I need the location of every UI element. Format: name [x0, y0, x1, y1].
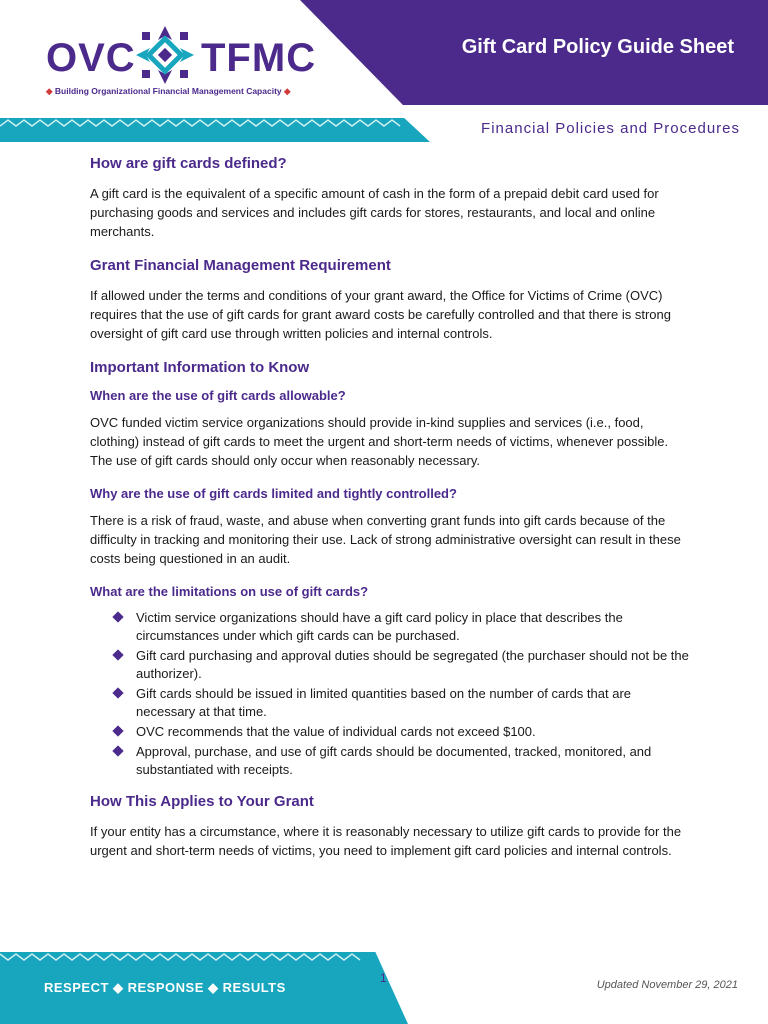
star-emblem-icon: [134, 24, 196, 86]
diamond-bullet-icon: [112, 649, 123, 660]
list-item-text: OVC recommends that the value of individual cards not exceed $100.: [136, 724, 536, 739]
diamond-icon: ◆: [284, 86, 291, 96]
list-item: [110, 647, 690, 683]
section-paragraph: A gift card is the equivalent of a specific amount of cash in the form of a prepaid debit card used for purchasing goods and services and includes gift cards for stores, restaurants, and local and online merchants.: [90, 186, 659, 239]
tagline-text: Building Organizational Financial Management Capacity: [54, 86, 282, 96]
diamond-bullet-icon: [112, 611, 123, 622]
logo-tagline: [46, 86, 291, 97]
section-paragraph: If your entity has a circumstance, where it is reasonably necessary to utilize gift cards to provide for the urgent and short-term needs of victims, you need to implement gift card policies and internal controls.: [90, 824, 682, 858]
question-heading: Why are the use of gift cards limited and tightly controlled?: [90, 486, 457, 501]
section-heading: Grant Financial Management Requirement: [90, 257, 391, 274]
zigzag-pattern-icon: [0, 952, 408, 962]
answer-paragraph: OVC funded victim service organizations should provide in-kind supplies and services (i.e., food, clothing) instead of gift cards to meet the urgent and short-term needs of victims, whenever possible. The use of gift cards should only occur when reasonably necessary.: [90, 415, 669, 468]
diamond-bullet-icon: [112, 725, 123, 736]
limitations-list: [110, 609, 690, 779]
list-item-text: Gift cards should be issued in limited quantities based on the number of cards that are necessary at that time.: [136, 686, 632, 719]
list-item: [110, 743, 690, 779]
section-heading: Important Information to Know: [90, 359, 310, 376]
page-number: 1: [380, 971, 387, 985]
section-heading: How This Applies to Your Grant: [90, 793, 314, 810]
diamond-bullet-icon: [112, 687, 123, 698]
logo-tfmc-text: TFMC: [201, 36, 317, 80]
teal-header-stripe: [0, 118, 430, 142]
header-subtitle: Financial Policies and Procedures: [481, 120, 740, 137]
answer-paragraph: There is a risk of fraud, waste, and abuse when converting grant funds into gift cards because of the difficulty in tracking and monitoring their use. Lack of strong administrative oversight can result in these costs being questioned in an audit.: [90, 513, 681, 566]
list-item-text: Approval, purchase, and use of gift cards should be documented, tracked, monitored, and substantiated with receipts.: [136, 744, 652, 777]
list-item: [110, 723, 690, 741]
list-item-text: Victim service organizations should have a gift card policy in place that describes the circumstances under which gift cards can be purchased.: [136, 610, 623, 643]
logo-ovc-text: OVC: [46, 36, 136, 80]
zigzag-pattern-icon: [0, 118, 430, 128]
list-item: [110, 685, 690, 721]
footer-motto: RESPECT ◆ RESPONSE ◆ RESULTS: [44, 980, 286, 995]
section-heading: How are gift cards defined?: [90, 155, 287, 172]
question-heading: What are the limitations on use of gift cards?: [90, 584, 369, 599]
diamond-icon: ◆: [46, 86, 53, 96]
list-item-text: Gift card purchasing and approval duties should be segregated (the purchaser should not be the authorizer).: [136, 648, 689, 681]
updated-date: Updated November 29, 2021: [596, 979, 738, 991]
question-heading: When are the use of gift cards allowable?: [90, 388, 346, 403]
ovc-tfmc-logo: [46, 22, 317, 102]
diamond-bullet-icon: [112, 745, 123, 756]
document-title: Gift Card Policy Guide Sheet: [461, 36, 734, 58]
list-item: [110, 609, 690, 645]
document-body: [90, 155, 690, 876]
section-paragraph: If allowed under the terms and conditions of your grant award, the Office for Victims of Crime (OVC) requires that the use of gift cards for grant award costs be carefully controlled and that there is strong oversight of gift card use through written policies and internal controls.: [90, 288, 671, 341]
